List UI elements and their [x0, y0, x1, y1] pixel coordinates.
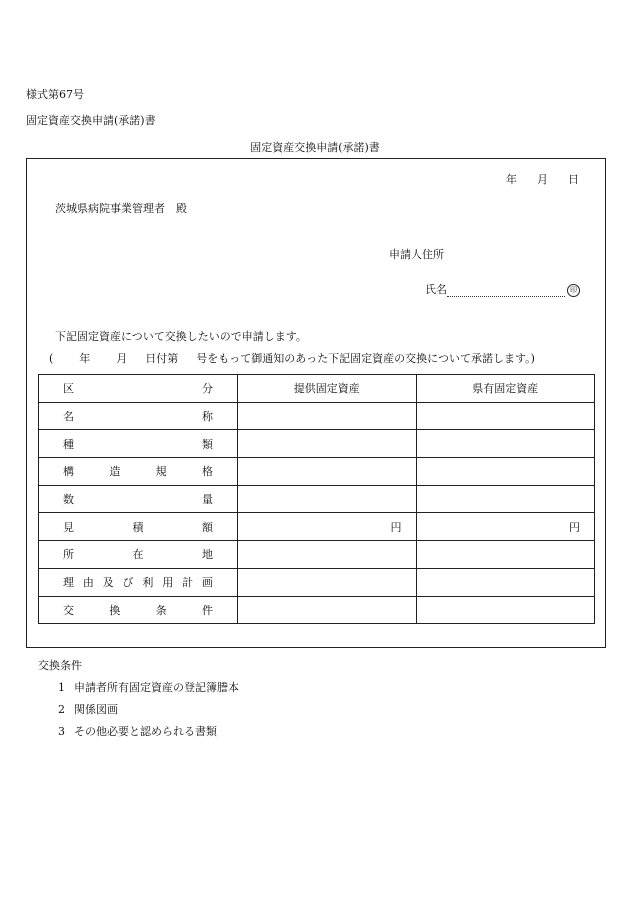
list-item-text: 関係図画	[74, 703, 118, 716]
row-label-char: 規	[155, 465, 167, 479]
row-label	[39, 568, 238, 596]
approval-year: 年	[79, 352, 91, 365]
row-label-char: 在	[132, 548, 144, 562]
date-line	[506, 171, 579, 187]
row-label	[39, 541, 238, 569]
row-label	[39, 485, 238, 513]
form-number: 様式第67号	[26, 88, 84, 101]
date-day: 日	[568, 173, 579, 186]
header-category-char: 区	[63, 382, 74, 396]
row-label-char: 種	[63, 437, 74, 451]
row-label-char: 交	[63, 603, 74, 617]
prefectural-asset-cell[interactable]	[416, 485, 595, 513]
row-label-char: 数	[63, 493, 74, 507]
row-label-char: 積	[132, 520, 144, 534]
header-category	[39, 375, 238, 403]
form-name: 固定資産交換申請(承諾)書	[26, 114, 156, 127]
header-prefectural: 県有固定資産	[416, 375, 595, 403]
provided-asset-cell[interactable]	[238, 596, 417, 624]
row-label-char: 理	[63, 576, 74, 590]
row-label-char: 計	[182, 576, 194, 590]
row-label-char: 構	[63, 465, 74, 479]
attachment-notes	[38, 655, 239, 743]
row-label-char: 所	[63, 548, 74, 562]
provided-asset-cell[interactable]: 円	[238, 513, 417, 541]
prefectural-asset-cell[interactable]	[416, 541, 595, 569]
table-row	[39, 430, 595, 458]
provided-asset-cell[interactable]	[238, 458, 417, 486]
list-item-text: その他必要と認められる書類	[74, 725, 217, 738]
provided-asset-cell[interactable]	[238, 485, 417, 513]
seal-mark: 印	[567, 284, 580, 297]
row-label-char: 利	[142, 576, 154, 590]
list-item	[38, 699, 239, 721]
row-label-char: 格	[201, 465, 213, 479]
row-label-char: 造	[109, 465, 121, 479]
header-category-char: 分	[202, 382, 213, 396]
approval-open-paren: (	[49, 352, 54, 365]
table-row	[39, 485, 595, 513]
request-sentence: 下記固定資産について交換したいので申請します。	[55, 330, 307, 343]
row-label	[39, 430, 238, 458]
list-item-number: 3	[58, 725, 65, 738]
approval-rest: 号をもって御通知のあった下記固定資産の交換について承諾します。)	[196, 352, 535, 365]
row-label-char: 換	[109, 603, 121, 617]
prefectural-asset-cell[interactable]	[416, 596, 595, 624]
row-label-char: 見	[63, 520, 74, 534]
list-item-number: 1	[58, 681, 65, 694]
provided-asset-cell[interactable]	[238, 568, 417, 596]
row-label-char: 画	[201, 576, 213, 590]
row-label-char: 称	[202, 410, 213, 424]
list-item-text: 申請者所有固定資産の登記簿謄本	[74, 681, 239, 694]
applicant-name-label: 氏名	[425, 283, 447, 296]
name-dotted-line	[447, 286, 565, 297]
row-label-char: 名	[63, 410, 74, 424]
prefectural-asset-cell[interactable]	[416, 568, 595, 596]
addressee: 茨城県病院事業管理者 殿	[55, 202, 187, 215]
prefectural-asset-cell[interactable]	[416, 458, 595, 486]
provided-asset-cell[interactable]	[238, 402, 417, 430]
provided-asset-cell[interactable]	[238, 430, 417, 458]
row-label	[39, 458, 238, 486]
table-row	[39, 568, 595, 596]
list-item	[38, 677, 239, 699]
prefectural-asset-cell[interactable]	[416, 430, 595, 458]
row-label-char: 条	[155, 603, 167, 617]
row-label-char: 及	[102, 576, 114, 590]
header-provided: 提供固定資産	[238, 375, 417, 403]
list-item-number: 2	[58, 703, 65, 716]
page-title: 固定資産交換申請(承諾)書	[250, 141, 380, 154]
applicant-address-label: 申請人住所	[389, 248, 444, 261]
provided-asset-cell[interactable]	[238, 541, 417, 569]
applicant-name-line	[425, 281, 580, 297]
prefectural-asset-cell[interactable]	[416, 402, 595, 430]
row-label	[39, 596, 238, 624]
row-label-char: 額	[202, 520, 213, 534]
approval-month: 月	[116, 352, 128, 365]
date-year: 年	[506, 173, 517, 186]
row-label-char: 件	[201, 603, 213, 617]
row-label-char: び	[122, 576, 134, 590]
row-label-char: 地	[202, 548, 213, 562]
table-row	[39, 458, 595, 486]
row-label-char: 用	[162, 576, 174, 590]
table-row	[39, 541, 595, 569]
approval-sentence	[49, 350, 535, 366]
row-label-char: 量	[202, 493, 213, 507]
row-label	[39, 513, 238, 541]
row-label-char: 類	[202, 437, 213, 451]
table-row	[39, 402, 595, 430]
row-label-char: 由	[82, 576, 94, 590]
attachments-heading: 交換条件	[38, 659, 82, 672]
table-header-row	[39, 375, 595, 403]
list-item	[38, 721, 239, 743]
table-row	[39, 596, 595, 624]
table-row	[39, 513, 595, 541]
asset-table	[38, 374, 595, 624]
approval-day-number: 日付第	[145, 352, 179, 365]
form-frame	[26, 158, 606, 648]
prefectural-asset-cell[interactable]: 円	[416, 513, 595, 541]
row-label	[39, 402, 238, 430]
date-month: 月	[537, 173, 548, 186]
